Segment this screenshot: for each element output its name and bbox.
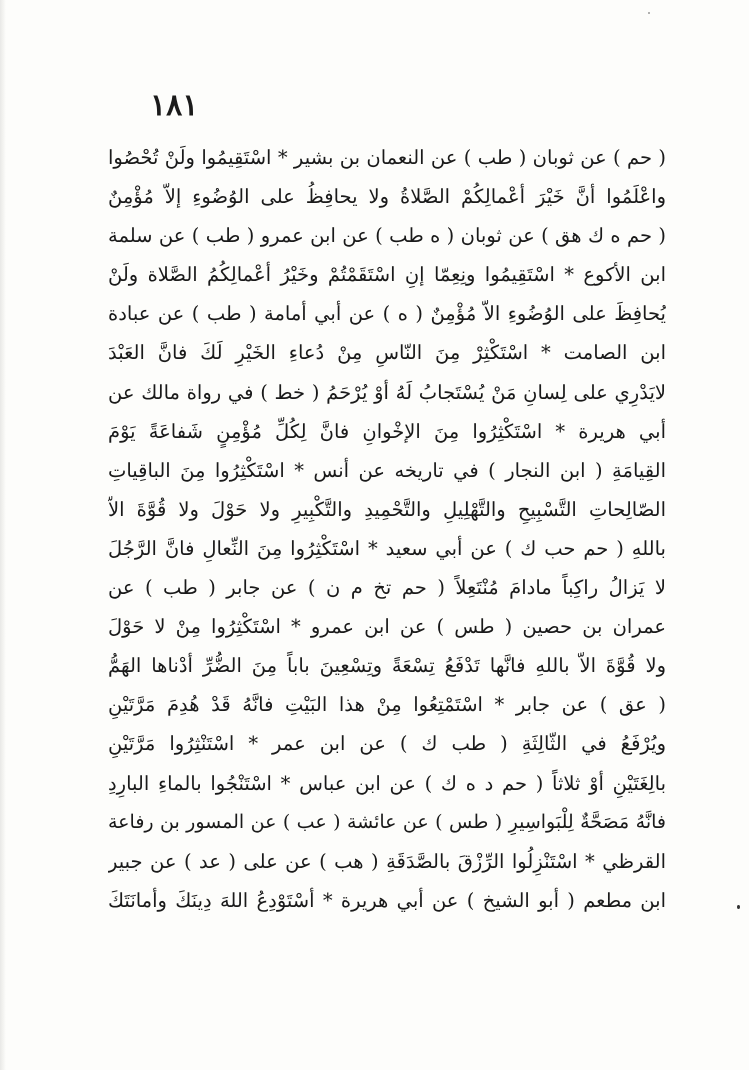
- text-line-19: القرظي * اسْتَنْزِلُوا الرِّزْقَ بالصَّدَقَةِ ( هب ) عن على ( عد ) عن جبير: [108, 849, 666, 873]
- text-line-14: ولا قُوَّةَ الاّ باللهِ فانَّها تَدْفَعُ تِسْعَةً وتِسْعِينَ باباً مِنَ الضُّرِّ أدْناها الهَمُّ: [108, 654, 666, 678]
- text-line-12: لا يَزالُ راكِباً مادامَ مُنْتَعِلاً ( حم تخ م ن ) عن جابر ( طب ) عن: [108, 576, 666, 600]
- text-line-18: فانَّهُ مَصَحَّةٌ لِلْبَواسِيرِ ( طس ) عن عائشة ( عب ) عن المسور بن رفاعة: [108, 810, 666, 833]
- text-line-20: ابن مطعم ( أبو الشيخ ) عن أبي هريرة * أسْتَوْدِعُ اللهَ دِينَكَ وأمانَتَكَ: [108, 888, 666, 912]
- text-line-8: أبي هريرة * اسْتَكْثِرُوا مِنَ الإخْوانِ فانَّ لِكُلِّ مُؤْمِنٍ شَفاعَةً يَوْمَ: [108, 419, 666, 443]
- text-line-3: ( حم ه ك هق ) عن ثوبان ( ه طب ) عن ابن عمرو ( طب ) عن سلمة: [108, 224, 666, 248]
- ink-speck: [737, 905, 740, 909]
- page-number: ١٨١: [150, 88, 199, 123]
- hadith-text-block: [108, 138, 666, 920]
- page-edge-shadow: [0, 0, 6, 1070]
- text-line-13: عمران بن حصين ( طس ) عن ابن عمرو * اسْتَكْثِرُوا مِنْ لا حَوْلَ: [108, 615, 666, 639]
- text-line-10: الصّالِحاتِ التَّسْبِيحِ والتَّهْلِيلِ والتَّحْمِيدِ والتَّكْبِيرِ ولا حَوْلَ ولا قُوَّةَ الاّ: [108, 497, 666, 521]
- text-line-1: ( حم ) عن ثوبان ( طب ) عن النعمان بن بشير * اسْتَقِيمُوا ولَنْ تُحْصُوا: [108, 146, 666, 169]
- text-line-11: باللهِ ( حم حب ك ) عن أبي سعيد * اسْتَكْثِرُوا مِنَ النِّعالِ فانَّ الرَّجُلَ: [108, 536, 666, 560]
- ink-speck: [648, 12, 650, 14]
- text-line-4: ابن الأكوع * اسْتَقِيمُوا ونِعِمّا إنِ اسْتَقَمْتُمْ وخَيْرُ أعْمالِكُمُ الصَّلاة ولَنْ: [108, 263, 666, 287]
- text-line-17: بالِغَتَيْنِ أوْ ثلاثاً ( حم د ه ك ) عن ابن عباس * اسْتَنْجُوا بالماءِ البارِدِ: [108, 771, 666, 795]
- text-line-6: ابن الصامت * اسْتَكْثِرْ مِنَ النّاسِ مِنْ دُعاءِ الخَيْرِ لَكَ فانَّ العَبْدَ: [108, 341, 666, 365]
- text-line-7: لايَدْرِي على لِسانِ مَنْ يُسْتَجابُ لَهُ أوْ يُرْحَمُ ( خط ) في رواة مالك عن: [108, 380, 666, 404]
- text-line-5: يُحافِظَ على الوُضُوءِ الاّ مُؤْمِنٌ ( ه ) عن أبي أمامة ( طب ) عن عبادة: [108, 302, 666, 326]
- text-line-16: ويُرْفَعُ في الثّالِثَةِ ( طب ك ) عن ابن عمر * اسْتَنْثِرُوا مَرَّتَيْنِ: [108, 732, 666, 756]
- text-line-9: القِيامَةِ ( ابن النجار ) في تاريخه عن أنس * اسْتَكْثِرُوا مِنَ الباقِياتِ: [108, 458, 666, 482]
- text-line-15: ( عق ) عن جابر * اسْتَمْتِعُوا مِنْ هذا البَيْتِ فانَّهُ قَدْ هُدِمَ مَرَّتَيْنِ: [108, 693, 666, 717]
- text-line-2: واعْلَمُوا أنَّ خَيْرَ أعْمالِكُمْ الصَّلاةُ ولا يحافِظُ على الوُضُوءِ إلاّ مُؤْمِنٌ: [108, 185, 666, 209]
